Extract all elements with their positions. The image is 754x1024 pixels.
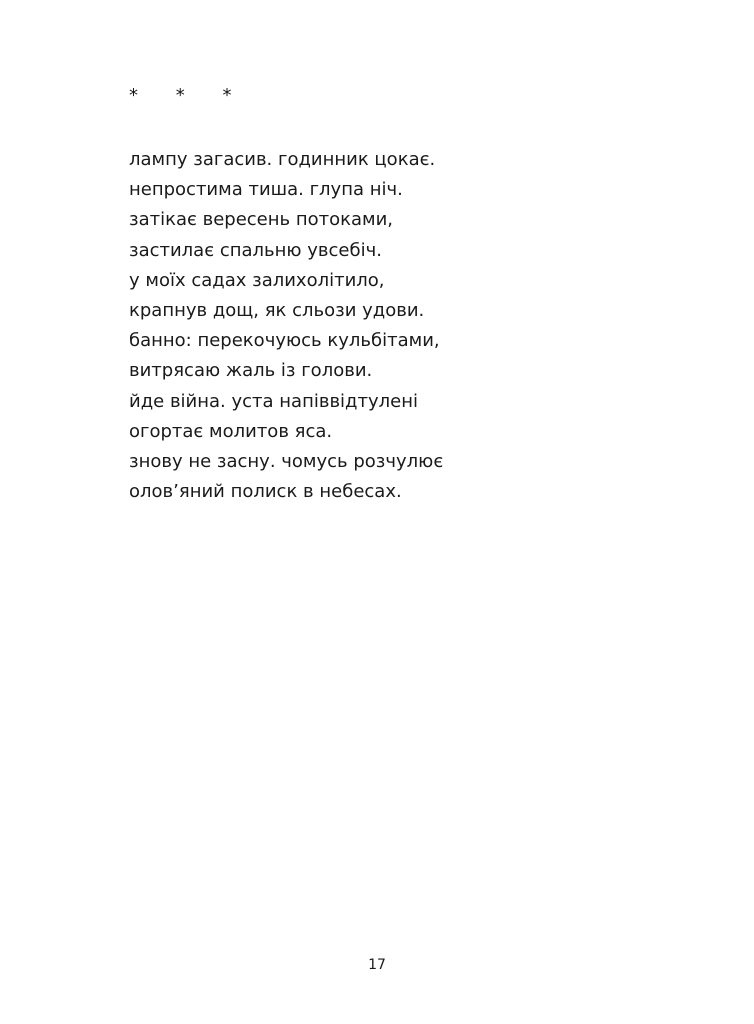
poem-line: затікає вересень потоками, [129, 209, 394, 231]
page-number: 17 [368, 957, 386, 973]
poem-line: банно: перекочуюсь кульбітами, [129, 330, 440, 352]
poem-line: застилає спальню увсебіч. [129, 239, 382, 261]
section-ornament: * * * [129, 85, 248, 106]
poem-line: лампу загасив. годинник цокає. [129, 149, 436, 170]
poem-line: витрясаю жаль із голови. [129, 360, 373, 382]
poem-line: йде війна. уста напіввідтулені [129, 390, 418, 412]
poem-line: огортає молитов яса. [129, 420, 333, 442]
poem-line: у моїх садах залихолітило, [129, 269, 385, 291]
poem-line: непростима тиша. глупа ніч. [129, 179, 403, 201]
poem-stanza [129, 145, 443, 507]
poem-line: знову не засну. чомусь розчулює [129, 451, 444, 473]
poem-line: олов’яний полиск в небесах. [129, 481, 402, 503]
poem-line: крапнув дощ, як сльози удови. [129, 300, 425, 322]
